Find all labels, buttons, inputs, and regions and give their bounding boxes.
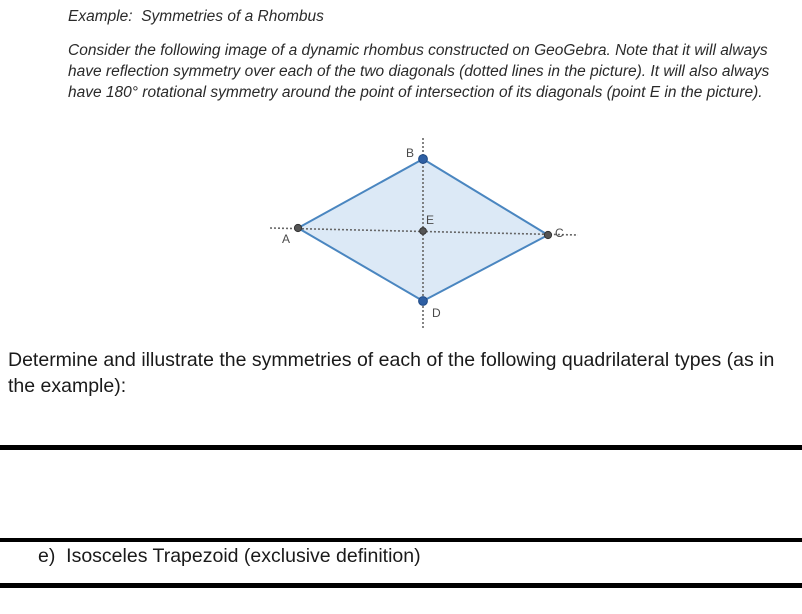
point-c: [544, 231, 551, 238]
point-e: [420, 228, 427, 235]
divider-top: [0, 445, 802, 450]
divider-middle: [0, 538, 802, 542]
label-e: E: [426, 213, 435, 227]
rhombus-figure: [262, 134, 588, 330]
label-c: C: [555, 226, 564, 240]
label-b: B: [406, 146, 415, 160]
example-title: Example: Symmetries of a Rhombus: [68, 8, 324, 25]
point-b: [419, 155, 428, 164]
item-e-label: e) Isosceles Trapezoid (exclusive definition): [38, 545, 421, 567]
example-description: Consider the following image of a dynamic rhombus constructed on GeoGebra. Note that it will always have reflection symmetry over each of the two diagonals (dotted lines in the picture). It will also always have 180° rotational symmetry around the point of intersection of its diagonals (point E in the picture).: [68, 42, 770, 101]
label-d: D: [432, 306, 441, 320]
point-d: [419, 297, 428, 306]
instruction-text: Determine and illustrate the symmetries of each of the following quadrilateral types (as in the example):: [8, 349, 775, 397]
divider-bottom: [0, 583, 802, 588]
point-a: [294, 224, 301, 231]
label-a: A: [282, 232, 291, 246]
